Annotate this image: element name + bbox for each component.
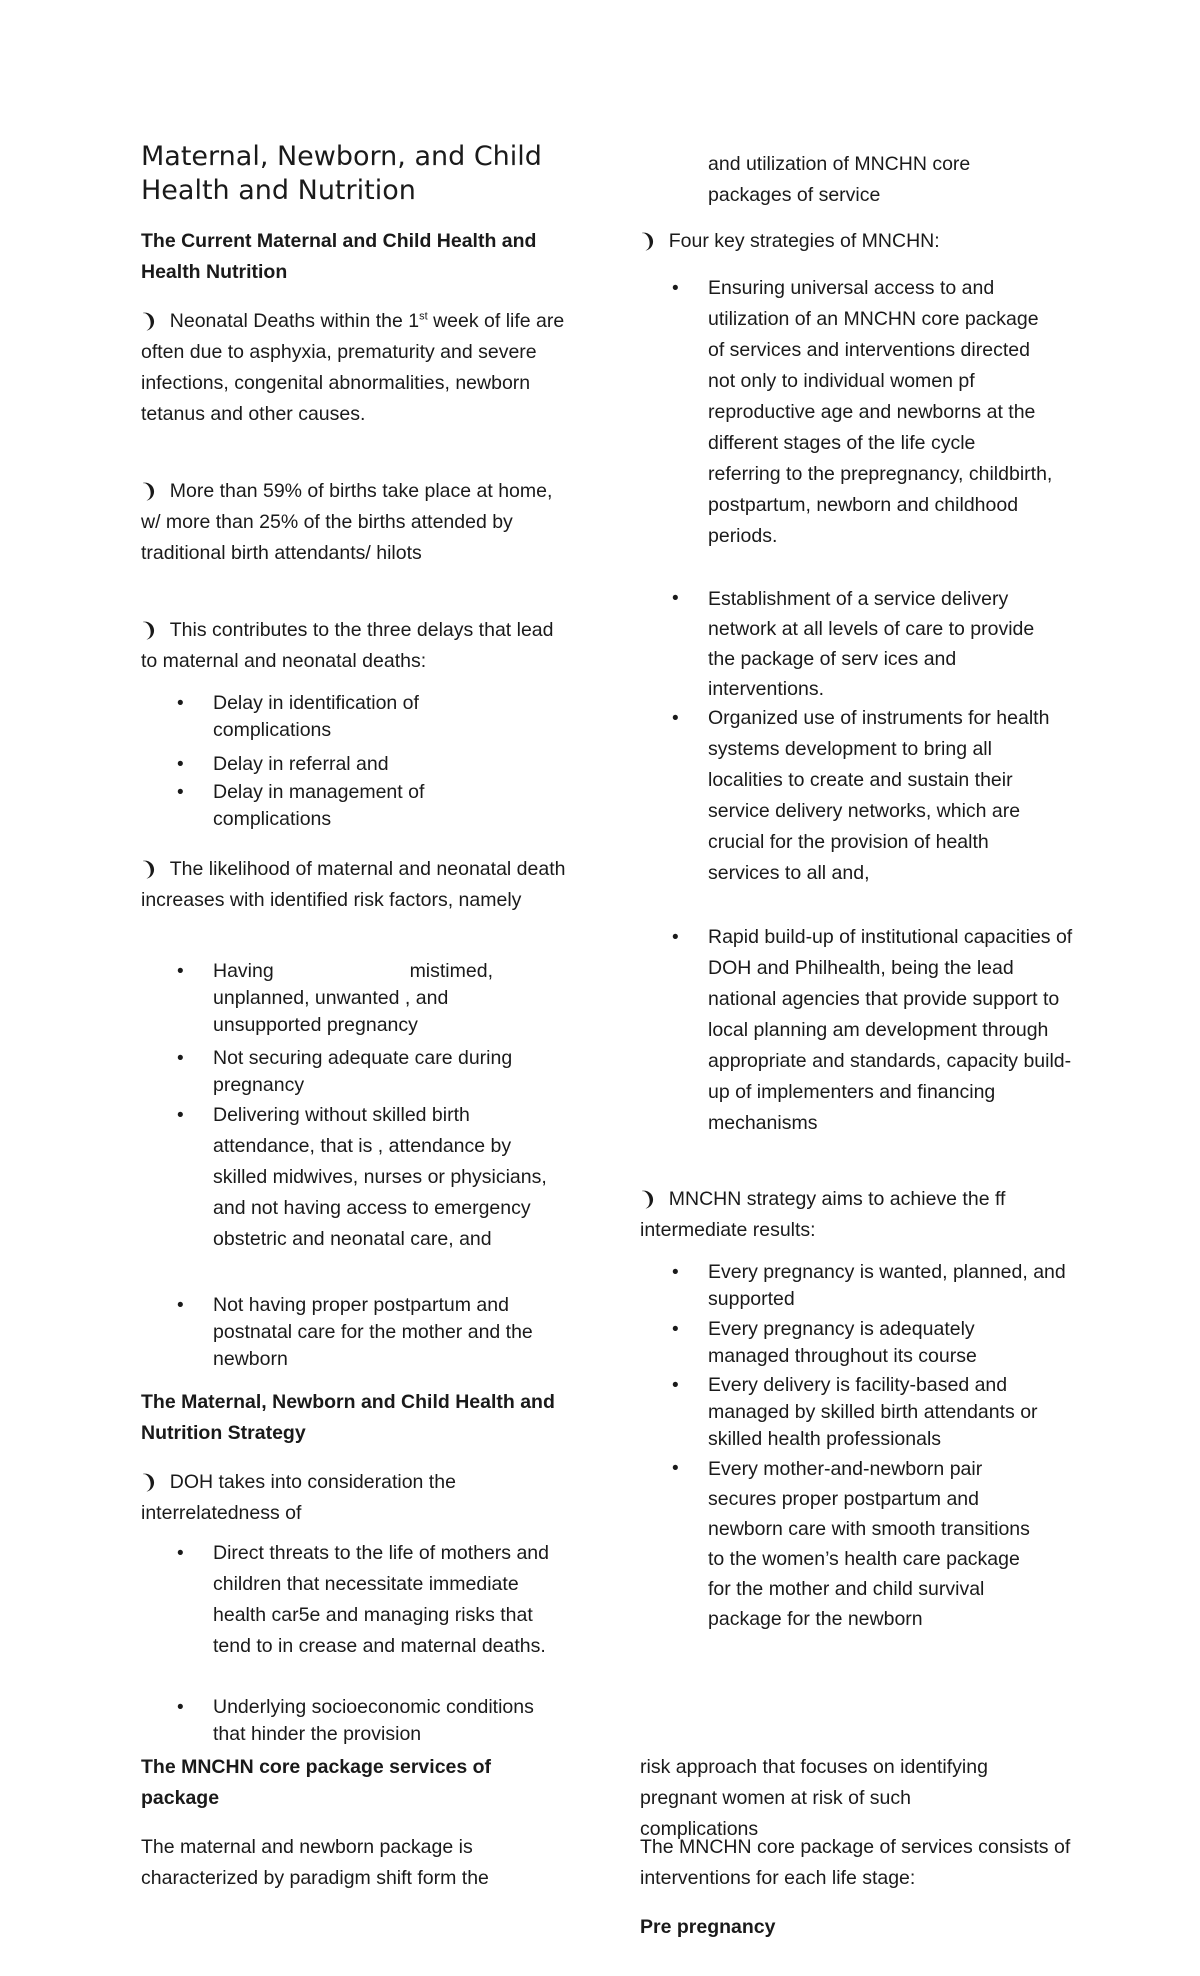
- paragraph-risk-approach: risk approach that focuses on identifying pregnant women at risk of such complications: [640, 1756, 988, 1840]
- paragraph-risk-factors: ❩ The likelihood of maternal and neonatal death increases with identified risk factors, namely: [141, 853, 581, 916]
- arrow-bullet-icon: ❩: [138, 615, 160, 643]
- bullet-icon: •: [672, 927, 679, 948]
- paragraph-doh-interrelatedness: ❩ DOH takes into consideration the interrelatedness of: [141, 1466, 541, 1529]
- list-item-socioeconomic: • Underlying socioeconomic conditions that hinder the provision: [177, 1696, 534, 1745]
- list-item-risk-mistimed: • Having mistimed, unplanned, unwanted , and unsupported pregnancy: [177, 960, 493, 1036]
- list-item-mother-newborn-pair: • Every mother-and-newborn pair secures proper postpartum and newborn care with smooth transitions to the women’s health care package for the mother and child survival package for the newborn: [708, 1454, 1038, 1634]
- list-item-risk-skilled-birth: • Delivering without skilled birth attendance, that is , attendance by skilled midwives, nurses or physicians, and not having access to emergency obstetric and neonatal care, and: [213, 1100, 563, 1255]
- section-heading-current-health: The Current Maternal and Child Health and Health Nutrition: [141, 230, 537, 283]
- arrow-bullet-icon: ❩: [637, 1184, 659, 1212]
- list-item-rapid-buildup: • Rapid build-up of institutional capacities of DOH and Philhealth, being the lead national agencies that provide support to local planning am development through appropriate and standards, capacity build-up of implementers and financing mechanisms: [708, 922, 1073, 1139]
- list-item-universal-access: • Ensuring universal access to and utilization of an MNCHN core package of services and interventions directed not only to individual women pf reproductive age and newborns at the different stages of the life cycle referring to the prepregnancy, childbirth, postpartum, newborn and childhood periods.: [708, 273, 1053, 552]
- bullet-icon: •: [177, 1543, 184, 1564]
- page-title: Maternal, Newborn, and Child Health and Nutrition: [141, 141, 542, 206]
- section-heading-mnchn-strategy: The Maternal, Newborn and Child Health and Nutrition Strategy: [141, 1391, 555, 1444]
- arrow-bullet-icon: ❩: [138, 476, 160, 504]
- paragraph-core-package-life-stage: The MNCHN core package of services consists of interventions for each life stage:: [640, 1836, 1071, 1889]
- bullet-icon: •: [672, 1262, 679, 1283]
- bullet-icon: •: [177, 782, 184, 803]
- paragraph-utilization-continued: and utilization of MNCHN core packages of service: [708, 153, 971, 206]
- paragraph-maternal-package: The maternal and newborn package is characterized by paradigm shift form the: [141, 1836, 489, 1889]
- arrow-bullet-icon: ❩: [138, 306, 160, 334]
- list-item-risk-care: • Not securing adequate care during pregnancy: [177, 1047, 513, 1096]
- bullet-icon: •: [672, 1319, 679, 1340]
- list-item-risk-postpartum: • Not having proper postpartum and postnatal care for the mother and the newborn: [177, 1294, 533, 1370]
- section-heading-pre-pregnancy: Pre pregnancy: [640, 1916, 776, 1938]
- list-item-delay-identification: • Delay in identification of complications: [177, 692, 419, 741]
- bullet-icon: •: [672, 278, 679, 299]
- bullet-icon: •: [672, 1458, 679, 1479]
- paragraph-three-delays: ❩ This contributes to the three delays that lead to maternal and neonatal deaths:: [141, 614, 571, 677]
- section-heading-core-package: The MNCHN core package services of package: [141, 1756, 492, 1809]
- bullet-icon: •: [177, 1295, 184, 1316]
- list-item-pregnancy-wanted: • Every pregnancy is wanted, planned, and supported: [672, 1261, 1066, 1310]
- list-item-service-delivery: • Establishment of a service delivery network at all levels of care to provide the package of serv ices and interventions.: [708, 584, 1053, 704]
- list-item-organized-instruments: • Organized use of instruments for health systems development to bring all localities to create and sustain their service delivery networks, which are crucial for the provision of health services to all and,: [708, 703, 1053, 889]
- list-item-delay-referral: • Delay in referral and: [213, 751, 513, 778]
- arrow-bullet-icon: ❩: [138, 854, 160, 882]
- bullet-icon: •: [177, 1048, 184, 1069]
- bullet-icon: •: [177, 1105, 184, 1126]
- list-item-facility-based: • Every delivery is facility-based and managed by skilled birth attendants or skilled health professionals: [672, 1374, 1038, 1450]
- bullet-icon: •: [672, 1375, 679, 1396]
- bullet-icon: •: [177, 754, 184, 775]
- bullet-icon: •: [672, 708, 679, 729]
- list-item-delay-management: • Delay in management of complications: [177, 781, 425, 830]
- paragraph-intermediate-results: ❩ MNCHN strategy aims to achieve the ff intermediate results:: [640, 1183, 1060, 1246]
- bullet-icon: •: [177, 693, 184, 714]
- bullet-icon: •: [672, 588, 679, 609]
- arrow-bullet-icon: ❩: [637, 226, 659, 254]
- paragraph-home-births: ❩ More than 59% of births take place at home, w/ more than 25% of the births attended by traditional birth attendants/ hilots: [141, 475, 561, 569]
- paragraph-neonatal-deaths: ❩ Neonatal Deaths within the 1st week of life are often due to asphyxia, prematurity and severe infections, congenital abnormalities, newborn tetanus and other causes.: [141, 305, 571, 430]
- arrow-bullet-icon: ❩: [138, 1467, 160, 1495]
- bullet-icon: •: [177, 1697, 184, 1718]
- list-item-pregnancy-managed: • Every pregnancy is adequately managed throughout its course: [672, 1318, 977, 1367]
- list-item-direct-threats: • Direct threats to the life of mothers and children that necessitate immediate health car5e and managing risks that tend to in crease and maternal deaths.: [213, 1538, 568, 1662]
- paragraph-four-strategies: ❩ Four key strategies of MNCHN:: [640, 225, 1040, 257]
- bullet-icon: •: [177, 961, 184, 982]
